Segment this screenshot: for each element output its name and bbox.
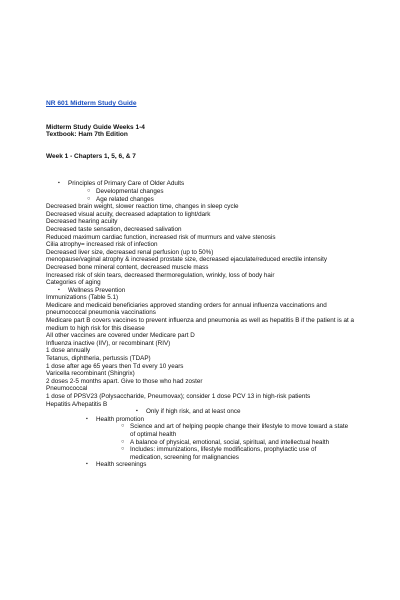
text-line: Decreased bone mineral content, decreased muscle mass [46,263,209,271]
square-bullet-icon: ▪ [86,461,88,468]
developmental-label: Developmental changes [96,187,164,195]
immunizations-block [46,294,366,408]
square-bullet-icon: ▪ [136,408,138,415]
text-line: Increased risk of skin tears, decreased thermoregulation, wrinkly, loss of body hair [46,271,275,279]
developmental-item [87,187,366,196]
only-if-label: Only if high risk, and at least once [146,408,241,416]
study-guide-heading: Midterm Study Guide Weeks 1-4 [46,123,145,131]
text-line: Medicare part B covers vaccines to prevent influenza and pneumonia as well as hepatitis B if the patient is at a medium to high risk for this disease [46,317,355,332]
text-line: menopause/vaginal atrophy & increased prostate size, decreased ejaculate/reduced erectile intensity [46,256,328,264]
text-line: 1 dose annually [46,347,91,355]
circle-bullet-icon: ○ [87,187,91,194]
text-line: Decreased taste sensation, decreased salivation [46,225,182,233]
document-title-link[interactable]: NR 601 Midterm Study Guide [46,100,137,107]
wellness-label: Wellness Prevention [68,286,126,294]
only-if-item [136,408,366,416]
age-related-item [87,195,366,204]
text-line: Tetanus, diphtheria, pertussis (TDAP) [46,355,151,363]
text-line: 1 dose of PPSV23 (Polysaccharide, Pneumovax); consider 1 dose PCV 13 in high-risk patients [46,393,311,400]
hp-item [121,446,330,461]
text-line: Influenza inactive (IIV), or recombinant (RIV) [46,339,171,347]
health-screenings-label: Health screenings [96,461,147,469]
hp-item-text: A balance of physical, emotional, social, spiritual, and intellectual health [130,438,330,446]
wellness-item [58,286,366,295]
principles-item [58,180,366,188]
square-bullet-icon: ▪ [86,415,88,422]
circle-bullet-icon: ○ [121,446,125,453]
text-line: All other vaccines are covered under Medicare part D [46,332,195,340]
text-line: 2 doses 2-5 months apart. Give to those who had zoster [46,377,203,385]
age-related-label: Age related changes [96,195,154,203]
text-line: Cilia atrophy= increased risk of infection [46,241,158,249]
hp-item-text: Science and art of helping people change their lifestyle to move toward a state of optimal health [130,423,349,438]
text-line: Decreased liver size, decreased renal perfusion (up to 50%) [46,248,214,256]
week-heading: Week 1 - Chapters 1, 5, 6, & 7 [46,152,136,160]
circle-bullet-icon: ○ [121,438,125,445]
text-line: 1 dose after age 65 years then Td every 10 years [46,362,184,370]
text-line: Categories of aging [46,279,101,287]
text-line: Pneumococcal [46,385,88,393]
textbook-heading: Textbook: Ham 7th Edition [46,131,128,139]
text-line: Decreased visual acuity, decreased adaptation to light/dark [46,210,211,218]
hp-item [121,423,350,438]
age-changes-block [46,203,366,287]
text-line: Reduced maximum cardiac function, increased risk of murmurs and valve stenosis [46,233,276,241]
square-bullet-icon: ▪ [58,180,60,187]
health-screenings-item [86,461,366,469]
hp-item [121,438,350,447]
text-line: Immunizations (Table 5.1) [46,294,119,302]
health-promotion-label: Health promotion [96,415,144,423]
text-line: Decreased hearing acuity [46,218,118,226]
square-bullet-icon: ▪ [58,286,60,293]
hp-item-text: Includes: immunizations, lifestyle modifications, prophylactic use of medication, screening for malignancies [130,446,317,461]
health-promotion-item [86,415,366,424]
text-line: Varicella recombinant (Shingrix) [46,370,135,378]
text-line: Decreased brain weight, slower reaction time, changes in sleep cycle [46,203,239,211]
circle-bullet-icon: ○ [121,423,125,430]
text-line: Medicare and medicaid beneficiaries approved standing orders for annual influenza vaccinations and pneumococcal pneumonia vaccinations [46,301,327,317]
circle-bullet-icon: ○ [87,195,91,202]
text-line: Hepatitis A/hepatitis B [46,400,108,408]
principles-label: Principles of Primary Care of Older Adults [68,180,185,188]
